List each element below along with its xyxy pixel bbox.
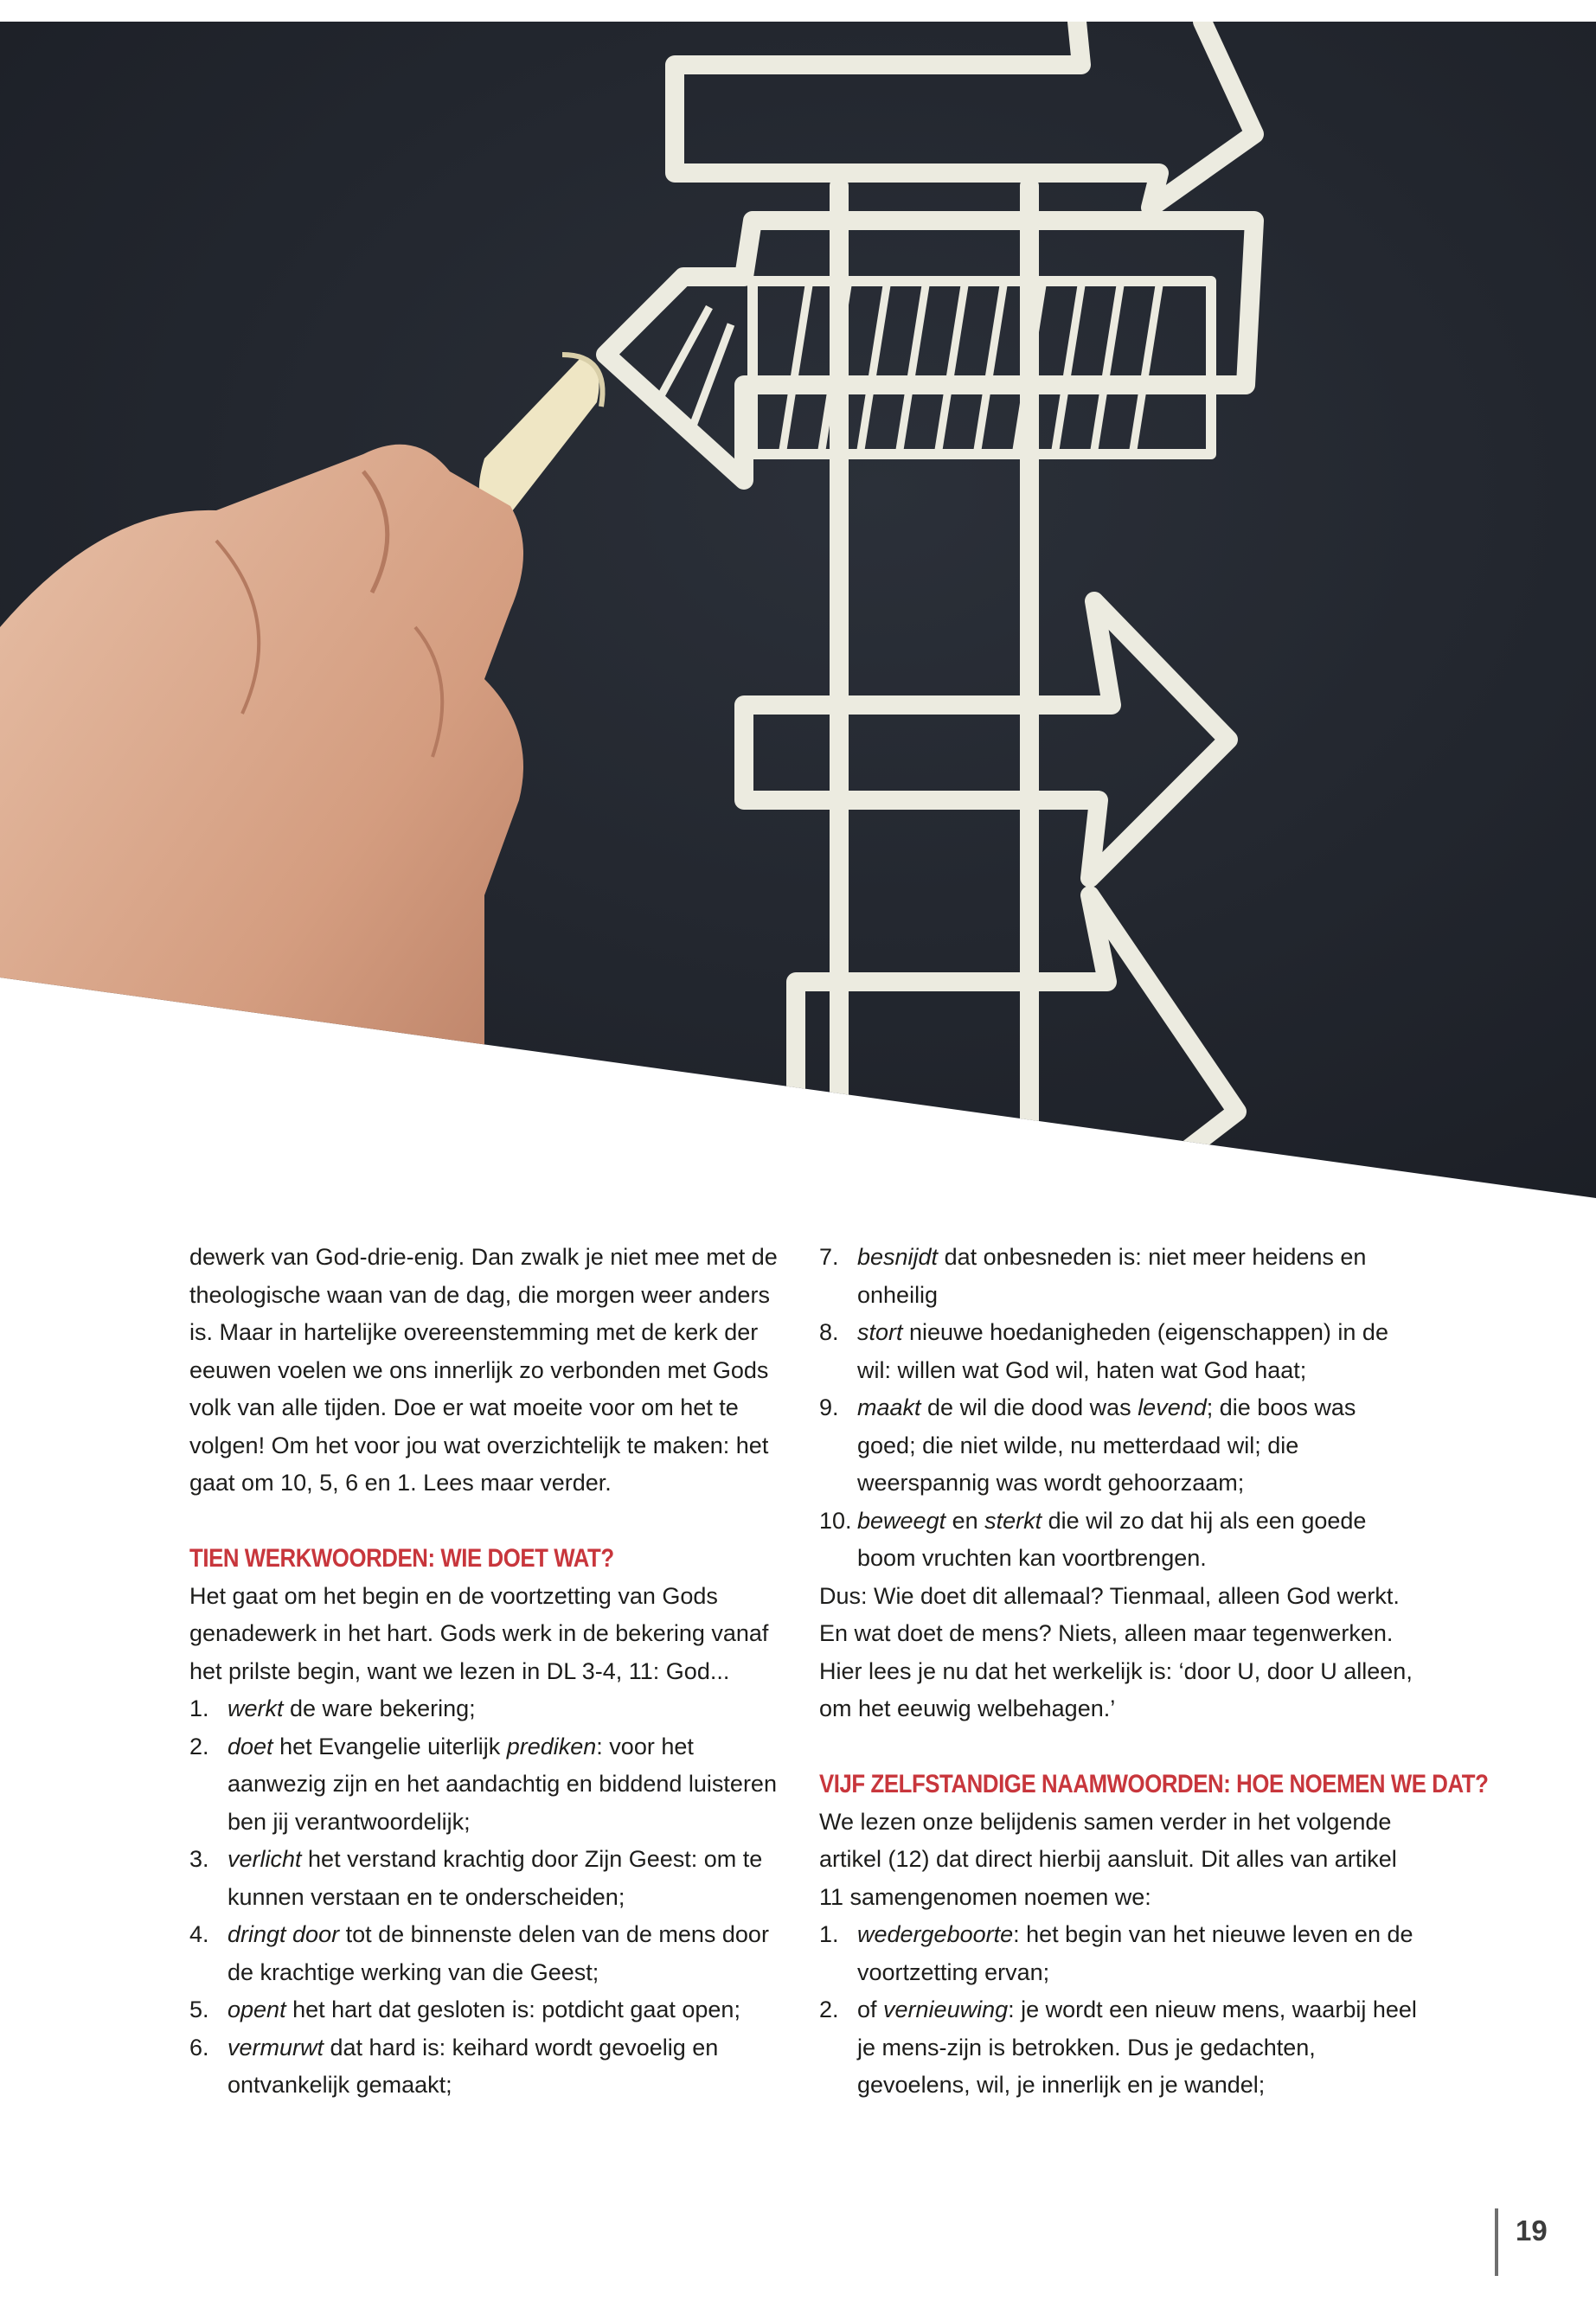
list-text: het hart dat gesloten is: potdicht gaat open; <box>285 1997 740 2022</box>
emphasized-verb: stort <box>857 1319 903 1345</box>
emphasized-verb: opent <box>228 1997 286 2022</box>
list-text: het Evangelie uiterlijk <box>272 1733 507 1759</box>
hand <box>0 445 523 1198</box>
list-number: 3. <box>189 1846 209 1872</box>
emphasized-verb: doet <box>228 1733 273 1759</box>
list-item <box>189 1728 791 1842</box>
list-text: ; die boos was goed; die niet wilde, nu metterdaad wil; die weerspannig was wordt gehoorzaam; <box>857 1394 1356 1496</box>
list-item <box>819 1916 1420 1991</box>
list-text: nieuwe hoedanigheden (eigenschappen) in de wil: willen wat God wil, haten wat God haat; <box>857 1319 1388 1383</box>
list-number: 8. <box>819 1319 839 1345</box>
list-number: 7. <box>819 1244 839 1270</box>
list-item <box>819 1503 1420 1578</box>
list-number: 2. <box>189 1733 209 1759</box>
list-text: en <box>945 1507 985 1534</box>
list-item <box>819 1314 1420 1389</box>
list-text: de ware bekering; <box>283 1695 476 1721</box>
text-column-left <box>189 1239 791 2105</box>
emphasized-verb: dringt door <box>228 1921 340 1947</box>
list-text: : je wordt een nieuw mens, waarbij heel je mens-zijn is betrokken. Dus je gedachten, gevoelens, wil, je innerlijk en je wandel; <box>857 1997 1417 2098</box>
emphasized-verb: maakt <box>857 1394 921 1420</box>
emphasized-verb: beweegt <box>857 1507 946 1534</box>
list-text: : voor het aanwezig zijn en het aandachtig en biddend luisteren ben jij verantwoordelijk; <box>228 1733 777 1835</box>
list-text: die wil zo dat hij als een goede boom vruchten kan voortbrengen. <box>857 1507 1367 1571</box>
page-number: 19 <box>1516 2214 1548 2247</box>
list-number: 10. <box>819 1507 852 1534</box>
emphasized-verb: besnijdt <box>857 1244 939 1270</box>
list-number: 5. <box>189 1997 209 2022</box>
verb-list-1-6 <box>189 1690 791 2105</box>
intro-paragraph: dewerk van God-drie-enig. Dan zwalk je niet mee met de theologische waan van de dag, die morgen weer anders is. Maar in hartelijke overeenstemming met de kerk der eeuwen voelen we ons innerlijk zo verbonden met Gods volk van alle tijden. Doe er wat moeite voor om het te volgen! Om het voor jou wat overzichtelijk te maken: het gaat om 10, 5, 6 en 1. Lees maar verder. <box>189 1244 778 1496</box>
emphasized-verb: prediken <box>506 1733 597 1759</box>
list-number: 9. <box>819 1394 839 1420</box>
heading-tien-werkwoorden: TIEN WERKWOORDEN: WIE DOET WAT? <box>189 1544 614 1573</box>
list-text: de wil die dood was <box>920 1394 1138 1420</box>
list-item <box>189 1916 791 1991</box>
list-text: het verstand krachtig door Zijn Geest: om te kunnen verstaan en te onderscheiden; <box>228 1846 763 1910</box>
list-item <box>819 1239 1420 1314</box>
emphasized-verb: verlicht <box>228 1846 302 1872</box>
list-number: 1. <box>819 1921 839 1947</box>
verb-list-7-10 <box>819 1239 1420 1578</box>
list-item <box>819 1991 1420 2105</box>
list-item <box>819 1389 1420 1503</box>
list-number: 1. <box>189 1695 209 1721</box>
list-number: 4. <box>189 1921 209 1947</box>
emphasized-verb: levend <box>1138 1394 1207 1420</box>
list-number: 2. <box>819 1997 839 2022</box>
list-item <box>189 1991 791 2029</box>
text-column-right <box>819 1239 1489 2105</box>
list-text: : het begin van het nieuwe leven en de voortzetting ervan; <box>857 1921 1413 1985</box>
list-number: 6. <box>189 2034 209 2061</box>
list-item <box>189 1841 791 1916</box>
list-text: dat onbesneden is: niet meer heidens en onheilig <box>857 1244 1367 1308</box>
section-intro: Het gaat om het begin en de voortzetting van Gods genadewerk in het hart. Gods werk in de bekering vanaf het prilste begin, want we lezen in DL 3-4, 11: God... <box>189 1582 769 1684</box>
emphasized-verb: sterkt <box>984 1507 1042 1534</box>
conclusion-paragraph: Dus: Wie doet dit allemaal? Tienmaal, alleen God werkt. En wat doet de mens? Niets, alleen maar tegenwerken. Hier lees je nu dat het werkelijk is: ‘door U, door U alleen, om het eeuwig welbehagen.’ <box>819 1582 1413 1721</box>
section-intro-2: We lezen onze belijdenis samen verder in het volgende artikel (12) dat direct hierbij aansluit. Dit alles van artikel 11 samengenomen noemen we: <box>819 1808 1397 1910</box>
emphasized-verb: vernieuwing <box>883 1997 1009 2022</box>
heading-vijf-naamwoorden: VIJF ZELFSTANDIGE NAAMWOORDEN: HOE NOEMEN WE DAT? <box>819 1770 1489 1798</box>
emphasized-verb: vermurwt <box>228 2034 324 2061</box>
hero-image-chalkboard-arrows <box>0 22 1596 1198</box>
noun-list <box>819 1916 1420 2105</box>
list-text: tot de binnenste delen van de mens door de krachtige werking van die Geest; <box>228 1921 769 1985</box>
list-text: of <box>857 1997 884 2022</box>
list-text: dat hard is: keihard wordt gevoelig en ontvankelijk gemaakt; <box>228 2034 719 2098</box>
list-item <box>189 2029 791 2105</box>
emphasized-verb: werkt <box>228 1695 284 1721</box>
page-number-rule <box>1495 2208 1498 2276</box>
emphasized-verb: wedergeboorte <box>857 1921 1014 1947</box>
list-item <box>189 1690 791 1728</box>
